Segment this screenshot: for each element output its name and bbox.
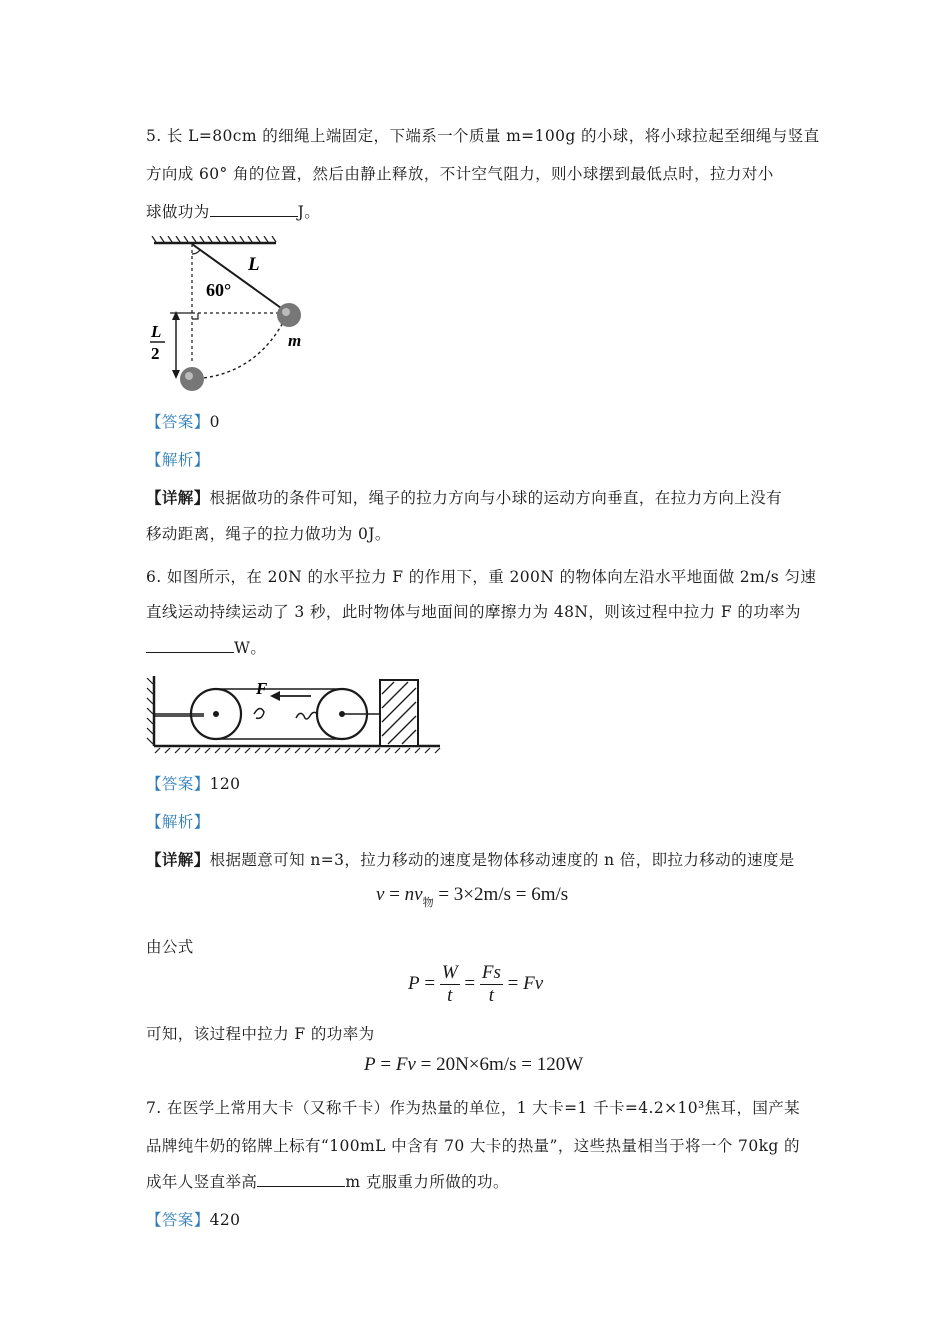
q5-answer-value: 0 bbox=[209, 413, 220, 431]
formula-intro: 由公式 bbox=[146, 938, 194, 956]
q7-text-line-3 bbox=[146, 1170, 509, 1192]
answer-tag: 【答案】 bbox=[146, 775, 210, 793]
q5-answer-blank bbox=[210, 202, 298, 217]
q5-text-line-1: 5. 长 L=80cm 的细绳上端固定，下端系一个质量 m=100g 的小球，将小球拉起至细绳与竖直 bbox=[146, 127, 820, 145]
q5-text-line-3 bbox=[146, 200, 320, 222]
q7-answer-blank bbox=[257, 1172, 345, 1187]
detail-tag: 【详解】 bbox=[146, 488, 210, 507]
q5-text-suffix: J。 bbox=[297, 203, 321, 221]
q5-detail-line-1: 【详解】根据做功的条件可知，绳子的拉力方向与小球的运动方向垂直，在拉力方向上没有 bbox=[146, 488, 783, 507]
q7-text-suffix: m 克服重力所做的功。 bbox=[345, 1173, 509, 1191]
force-label: F bbox=[256, 679, 268, 698]
q6-answer-line bbox=[146, 772, 240, 794]
answer-tag: 【答案】 bbox=[146, 1211, 210, 1229]
q7-text-line-1: 7. 在医学上常用大卡（又称千卡）作为热量的单位，1 大卡=1 千卡=4.2×10³焦耳，国产某 bbox=[146, 1099, 801, 1117]
detail-tag: 【详解】 bbox=[146, 850, 210, 869]
q6-text-line-2: 直线运动持续运动了 3 秒，此时物体与地面间的摩擦力为 48N，则该过程中拉力 F 的功率为 bbox=[146, 603, 801, 621]
answer-tag: 【答案】 bbox=[146, 413, 210, 431]
q6-pulley-figure bbox=[146, 674, 444, 754]
q6-text-line-1: 6. 如图所示，在 20N 的水平拉力 F 的作用下，重 200N 的物体向左沿水平地面做 2m/s 匀速 bbox=[146, 568, 817, 586]
q5-answer-line bbox=[146, 410, 220, 432]
q5-pendulum-figure bbox=[148, 236, 308, 396]
q5-detail-line-2: 移动距离，绳子的拉力做功为 0J。 bbox=[146, 525, 391, 543]
q5-text-prefix: 球做功为 bbox=[146, 203, 210, 221]
equation-power-result: P = Fv = 20N×6m/s = 120W bbox=[364, 1054, 584, 1075]
q7-text-line-2: 品牌纯牛奶的铭牌上标有“100mL 中含有 70 大卡的热量”，这些热量相当于将一个 70kg 的 bbox=[146, 1137, 800, 1155]
q6-analysis-tag: 【解析】 bbox=[146, 813, 210, 831]
q6-detail-line-1: 【详解】根据题意可知 n=3，拉力移动的速度是物体移动速度的 n 倍，即拉力移动的速度是 bbox=[146, 850, 795, 869]
q5-analysis-tag: 【解析】 bbox=[146, 451, 210, 469]
rope-label: L bbox=[248, 254, 260, 275]
q7-answer-value: 420 bbox=[209, 1211, 241, 1229]
power-intro: 可知，该过程中拉力 F 的功率为 bbox=[146, 1025, 375, 1043]
q6-answer-value: 120 bbox=[209, 775, 241, 793]
q6-answer-blank bbox=[146, 638, 234, 653]
q7-answer-line bbox=[146, 1208, 240, 1230]
equation-velocity: $v = nv_物 = 3\times 2m/s = 6m/s$ bbox=[376, 884, 569, 909]
q7-text-prefix: 成年人竖直举高 bbox=[146, 1173, 258, 1191]
angle-label: 60° bbox=[206, 280, 232, 300]
mass-label: m bbox=[288, 331, 302, 350]
q6-text-line-3 bbox=[146, 636, 266, 658]
height-label-numerator: L bbox=[151, 322, 162, 341]
equation-power-definition: P = $\frac{W}{t}$ = $\frac{Fs}{t}$ = Fv bbox=[408, 962, 544, 1006]
height-label-denominator: 2 bbox=[151, 344, 160, 363]
q5-text-line-2: 方向成 60° 角的位置，然后由静止释放，不计空气阻力，则小球摆到最低点时，拉力对小 bbox=[146, 165, 774, 183]
q6-text-suffix: W。 bbox=[234, 639, 267, 657]
